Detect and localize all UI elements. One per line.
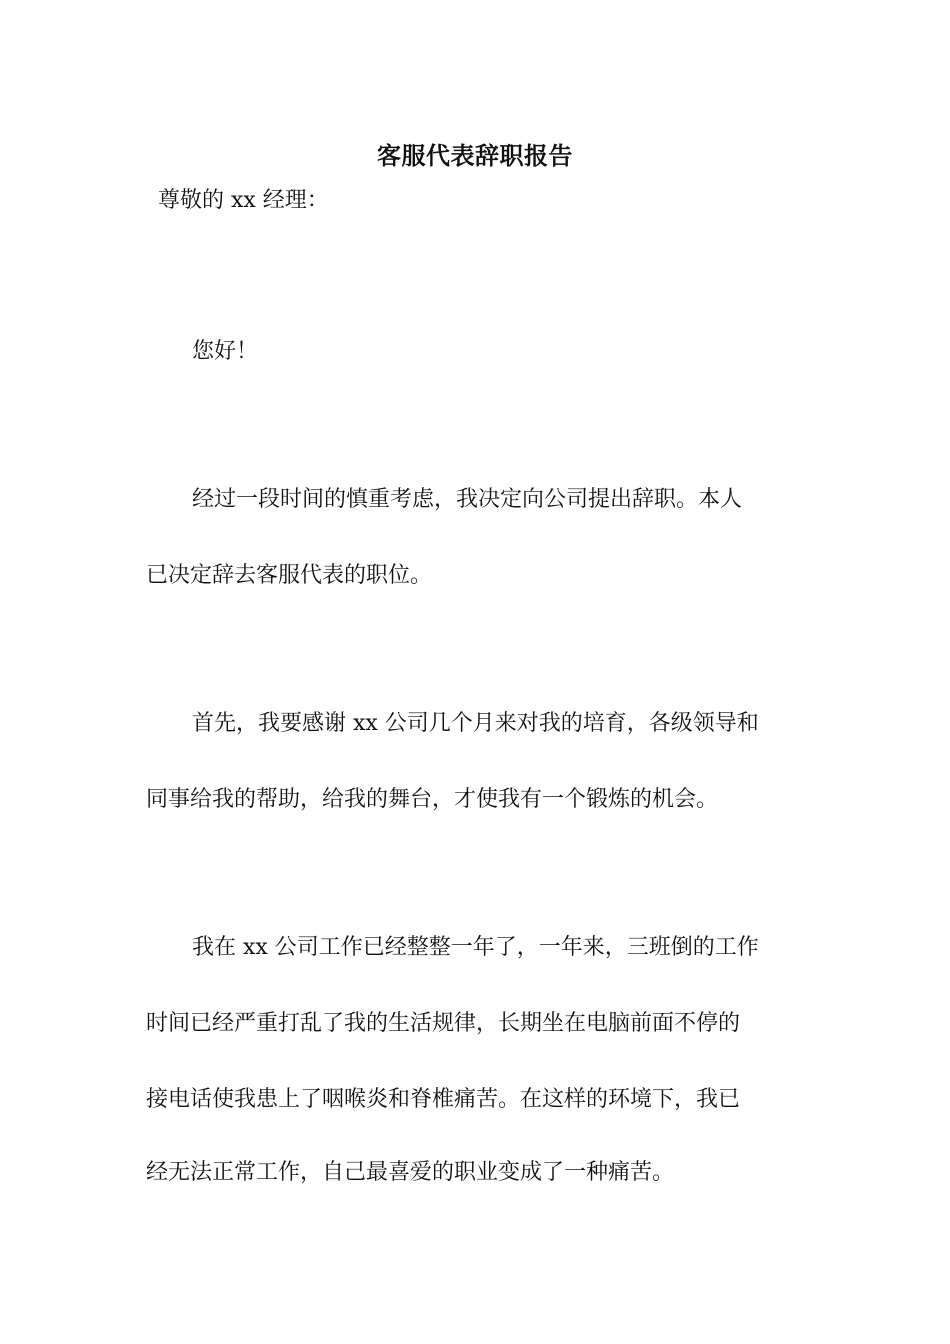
paragraph-3-line-2: 时间已经严重打乱了我的生活规律，长期坐在电脑前面不停的 bbox=[146, 1011, 741, 1036]
paragraph-2-line-2: 同事给我的帮助，给我的舞台，才使我有一个锻炼的机会。 bbox=[146, 787, 719, 812]
paragraph-1-line-1: 经过一段时间的慎重考虑，我决定向公司提出辞职。本人 bbox=[192, 487, 743, 512]
paragraph-1-line-2: 已决定辞去客服代表的职位。 bbox=[146, 563, 433, 588]
paragraph-2-line-1: 首先，我要感谢 xx 公司几个月来对我的培育，各级领导和 bbox=[192, 711, 759, 736]
paragraph-3-line-4: 经无法正常工作，自己最喜爱的职业变成了一种痛苦。 bbox=[146, 1160, 675, 1185]
salutation: 尊敬的 xx 经理： bbox=[158, 188, 329, 213]
greeting: 您好！ bbox=[192, 339, 259, 364]
paragraph-3-line-1: 我在 xx 公司工作已经整整一年了，一年来，三班倒的工作 bbox=[192, 935, 759, 960]
document-title: 客服代表辞职报告 bbox=[377, 141, 573, 170]
paragraph-3-line-3: 接电话使我患上了咽喉炎和脊椎痛苦。在这样的环境下，我已 bbox=[146, 1087, 741, 1112]
